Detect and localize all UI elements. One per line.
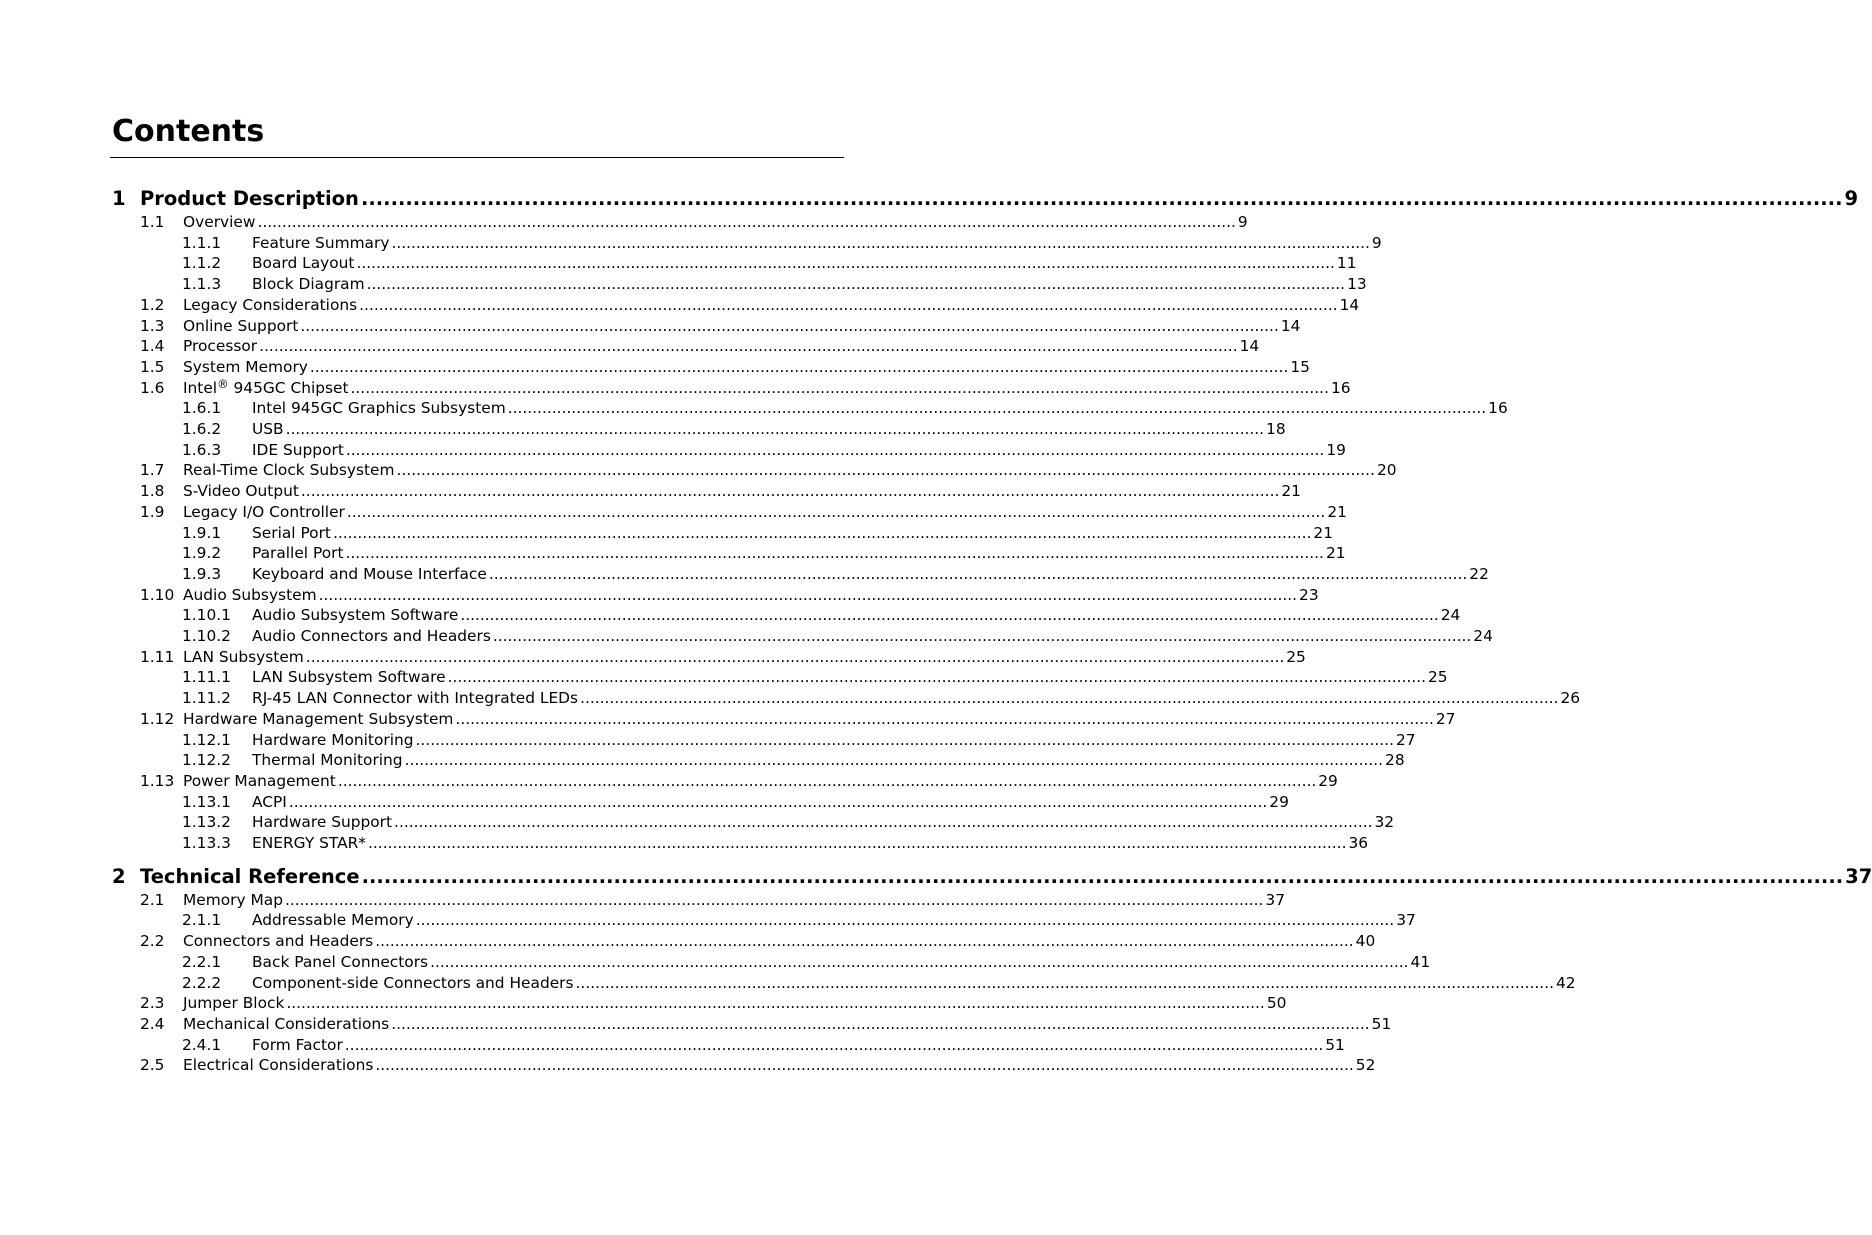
dot-leader: ........................................................................................................................................................................................................ (288, 792, 1268, 811)
subsection-entry[interactable] (182, 274, 1367, 295)
dot-leader: ........................................................................................................................................................................................................ (259, 337, 1238, 356)
entry-number: 1.1.2 (182, 254, 222, 273)
section-entry[interactable] (140, 316, 1301, 337)
entry-label: Component-side Connectors and Headers (252, 973, 574, 992)
section-entry[interactable] (140, 890, 1286, 911)
entry-label: Memory Map (183, 890, 283, 909)
entry-label: ACPI (252, 792, 287, 811)
section-entry[interactable] (140, 357, 1310, 378)
entry-page-number: 21 (1325, 544, 1346, 563)
entry-page-number: 11 (1336, 254, 1357, 273)
subsection-entry[interactable] (182, 626, 1493, 647)
subsection-entry[interactable] (182, 440, 1346, 461)
entry-page-number: 24 (1440, 606, 1461, 625)
section-entry[interactable] (140, 481, 1301, 502)
entry-number: 1.6 (140, 378, 165, 397)
dot-leader: ........................................................................................................................................................................................................ (368, 834, 1347, 852)
entry-label: Mechanical Considerations (183, 1014, 390, 1033)
entry-number: 2.4 (140, 1014, 165, 1033)
entry-number: 2.2.1 (182, 952, 222, 971)
entry-number: 2.4.1 (182, 1035, 222, 1054)
subsection-entry[interactable] (182, 233, 1382, 254)
entry-label: Audio Connectors and Headers (252, 627, 491, 645)
section-entry[interactable] (140, 212, 1248, 233)
entry-label: Intel® 945GC Chipset (183, 376, 349, 397)
entry-page-number: 14 (1280, 316, 1301, 335)
dot-leader: ........................................................................................................................................................................................................ (375, 1056, 1354, 1075)
dot-leader: ........................................................................................................................................................................................................ (344, 1035, 1324, 1054)
subsection-entry[interactable] (182, 1035, 1345, 1056)
entry-page-number: 28 (1385, 751, 1405, 770)
section-entry[interactable] (140, 1014, 1392, 1035)
subsection-entry[interactable] (182, 564, 1489, 585)
entry-number: 1.5 (140, 357, 165, 376)
entry-page-number: 52 (1355, 1056, 1376, 1075)
entry-label: Intel 945GC Graphics Subsystem (252, 399, 506, 418)
entry-page-number: 9 (1371, 233, 1382, 252)
dot-leader: ........................................................................................................................................................................................................ (332, 523, 1312, 542)
entry-label: System Memory (183, 357, 308, 376)
dot-leader: ........................................................................................................................................................................................................ (286, 994, 1265, 1013)
chapter-entry[interactable] (112, 186, 1859, 212)
dot-leader: ........................................................................................................................................................................................................ (460, 606, 1439, 625)
subsection-entry[interactable] (182, 833, 1369, 854)
entry-number: 1.13.1 (182, 792, 231, 811)
entry-number: 2.1.1 (182, 911, 222, 930)
dot-leader: ........................................................................................................................................................................................................ (396, 461, 1375, 480)
entry-label: Legacy Considerations (183, 295, 358, 314)
dot-leader: ........................................................................................................................................................................................................ (507, 399, 1487, 418)
entry-number: 1.1.3 (182, 275, 222, 294)
dot-leader: ........................................................................................................................................................................................................ (375, 932, 1354, 951)
entry-label: LAN Subsystem Software (252, 668, 446, 687)
entry-page-number: 29 (1269, 792, 1289, 811)
entry-number: 1.3 (140, 316, 165, 335)
entry-label: S-Video Output (183, 482, 299, 501)
subsection-entry[interactable] (182, 543, 1346, 564)
dot-leader: ........................................................................................................................................................................................................ (300, 482, 1280, 501)
entry-label: Product Description (140, 187, 359, 210)
subsection-entry[interactable] (182, 910, 1416, 931)
dot-leader: ........................................................................................................................................................................................................ (488, 564, 1468, 583)
dot-leader: ........................................................................................................................................................................................................ (391, 1014, 1370, 1033)
subsection-entry[interactable] (182, 398, 1508, 419)
entry-number: 2 (112, 864, 126, 888)
entry-page-number: 41 (1410, 952, 1431, 971)
entry-number: 1.13.2 (182, 813, 231, 832)
dot-leader: ........................................................................................................................................................................................................ (575, 973, 1554, 992)
entry-label: Feature Summary (252, 233, 390, 252)
dot-leader: ........................................................................................................................................................................................................ (455, 709, 1434, 728)
dot-leader: ........................................................................................................................................................................................................ (345, 544, 1324, 563)
entry-page-number: 23 (1299, 585, 1319, 604)
entry-number: 1.6.3 (182, 440, 222, 459)
entry-label: Electrical Considerations (183, 1056, 374, 1075)
entry-page-number: 36 (1348, 834, 1369, 852)
entry-number: 1.1.1 (182, 233, 222, 252)
entry-page-number: 40 (1355, 932, 1376, 951)
entry-label: Serial Port (252, 523, 331, 542)
entry-number: 1 (112, 187, 126, 210)
entry-label: Real-Time Clock Subsystem (183, 461, 395, 480)
entry-page-number: 25 (1428, 668, 1448, 687)
entry-label: Keyboard and Mouse Interface (252, 564, 487, 583)
page-title: Contents (112, 114, 265, 149)
dot-leader: ........................................................................................................................................................................................................ (309, 357, 1289, 376)
entry-number: 1.4 (140, 337, 165, 356)
dot-leader: ........................................................................................................................................................................................................ (300, 316, 1279, 335)
entry-number: 1.11.1 (182, 668, 231, 687)
dot-leader: ........................................................................................................................................................................................................ (366, 275, 1346, 294)
section-entry[interactable] (140, 295, 1360, 316)
subsection-entry[interactable] (182, 952, 1431, 973)
entry-page-number: 51 (1371, 1014, 1392, 1033)
entry-page-number: 16 (1330, 378, 1351, 397)
entry-page-number: 14 (1239, 337, 1260, 356)
dot-leader: ........................................................................................................................................................................................................ (359, 295, 1338, 314)
entry-number: 1.9.2 (182, 544, 222, 563)
dot-leader: ........................................................................................................................................................................................................ (447, 668, 1426, 687)
entry-number: 1.9.1 (182, 523, 222, 542)
entry-number: 1.12.2 (182, 751, 231, 770)
entry-number: 1.11 (140, 647, 175, 666)
dot-leader: ........................................................................................................................................................................................................ (394, 813, 1373, 832)
dot-leader: ........................................................................................................................................................................................................ (257, 213, 1236, 231)
entry-page-number: 20 (1376, 461, 1397, 480)
dot-leader: ........................................................................................................................................................................................................ (345, 440, 1325, 459)
entry-page-number: 26 (1560, 689, 1581, 708)
entry-number: 1.9 (140, 502, 165, 521)
entry-number: 2.2.2 (182, 973, 222, 992)
entry-page-number: 16 (1488, 399, 1508, 418)
dot-leader: ........................................................................................................................................................................................................ (415, 911, 1395, 930)
entry-page-number: 32 (1374, 813, 1395, 832)
entry-number: 1.10.2 (182, 627, 231, 645)
entry-label: Processor (183, 337, 258, 356)
entry-number: 1.8 (140, 482, 165, 501)
entry-number: 1.2 (140, 295, 165, 314)
entry-page-number: 13 (1347, 275, 1367, 294)
section-entry[interactable] (140, 460, 1397, 481)
subsection-entry[interactable] (182, 253, 1357, 274)
entry-label: Audio Subsystem (183, 585, 317, 604)
entry-page-number: 37 (1265, 890, 1286, 909)
entry-page-number: 29 (1318, 771, 1338, 790)
dot-leader: ........................................................................................................................................................................................................ (337, 771, 1317, 790)
entry-label: Legacy I/O Controller (183, 502, 345, 521)
section-entry[interactable] (140, 376, 1351, 399)
entry-number: 2.3 (140, 994, 165, 1013)
dot-leader: ........................................................................................................................................................................................................ (284, 890, 1264, 909)
subsection-entry[interactable] (182, 730, 1416, 751)
dot-leader: ........................................................................................................................................................................................................ (580, 689, 1559, 708)
section-entry[interactable] (140, 647, 1306, 668)
dot-leader: ........................................................................................................................................................................................................ (360, 187, 1843, 210)
entry-page-number: 19 (1326, 440, 1346, 459)
entry-page-number: 51 (1325, 1035, 1345, 1054)
entry-label: Hardware Management Subsystem (183, 709, 454, 728)
entry-number: 1.10.1 (182, 606, 231, 625)
entry-page-number: 42 (1555, 973, 1576, 992)
entry-number: 2.5 (140, 1056, 165, 1075)
entry-number: 1.10 (140, 585, 175, 604)
entry-page-number: 37 (1845, 864, 1872, 888)
dot-leader: ........................................................................................................................................................................................................ (305, 647, 1285, 666)
section-entry[interactable] (140, 771, 1338, 792)
entry-label: Parallel Port (252, 544, 344, 563)
subsection-entry[interactable] (182, 812, 1395, 833)
entry-label: Hardware Support (252, 813, 393, 832)
section-entry[interactable] (140, 709, 1456, 730)
entry-number: 1.13.3 (182, 834, 231, 852)
entry-label: Block Diagram (252, 275, 365, 294)
entry-number: 1.13 (140, 771, 175, 790)
entry-label: Connectors and Headers (183, 932, 374, 951)
dot-leader: ........................................................................................................................................................................................................ (285, 420, 1265, 438)
entry-page-number: 24 (1473, 627, 1493, 645)
dot-leader: ........................................................................................................................................................................................................ (404, 751, 1384, 770)
entry-label: Online Support (183, 316, 299, 335)
dot-leader: ........................................................................................................................................................................................................ (415, 730, 1394, 749)
section-entry[interactable] (140, 993, 1287, 1014)
entry-page-number: 21 (1281, 482, 1301, 501)
entry-number: 1.7 (140, 461, 165, 480)
registered-mark: ® (217, 376, 229, 391)
entry-label: Addressable Memory (252, 911, 414, 930)
entry-number: 1.6.1 (182, 399, 222, 418)
section-entry[interactable] (140, 585, 1319, 606)
entry-page-number: 37 (1396, 911, 1416, 930)
subsection-entry[interactable] (182, 605, 1461, 626)
dot-leader: ........................................................................................................................................................................................................ (356, 254, 1335, 273)
entry-page-number: 50 (1266, 994, 1287, 1013)
entry-label: Hardware Monitoring (252, 730, 414, 749)
entry-label: Form Factor (252, 1035, 343, 1054)
entry-number: 1.6.2 (182, 420, 222, 438)
entry-label: Back Panel Connectors (252, 952, 429, 971)
entry-label: Technical Reference (140, 864, 360, 888)
entry-label: RJ-45 LAN Connector with Integrated LEDs (252, 689, 579, 708)
subsection-entry[interactable] (182, 688, 1581, 709)
entry-label: Power Management (183, 771, 336, 790)
dot-leader: ........................................................................................................................................................................................................ (350, 378, 1329, 397)
entry-label: USB (252, 420, 284, 438)
entry-label: IDE Support (252, 440, 344, 459)
dot-leader: ........................................................................................................................................................................................................ (430, 952, 1409, 971)
entry-page-number: 18 (1266, 420, 1286, 438)
subsection-entry[interactable] (182, 419, 1286, 440)
section-entry[interactable] (140, 931, 1376, 952)
subsection-entry[interactable] (182, 667, 1448, 688)
dot-leader: ........................................................................................................................................................................................................ (492, 627, 1472, 645)
subsection-entry[interactable] (182, 750, 1405, 771)
entry-number: 1.11.2 (182, 689, 231, 708)
dot-leader: ........................................................................................................................................................................................................ (346, 502, 1326, 521)
dot-leader: ........................................................................................................................................................................................................ (361, 864, 1844, 888)
entry-label: LAN Subsystem (183, 647, 304, 666)
entry-label: Audio Subsystem Software (252, 606, 459, 625)
entry-page-number: 21 (1327, 502, 1347, 521)
entry-number: 2.1 (140, 890, 165, 909)
subsection-entry[interactable] (182, 523, 1333, 544)
subsection-entry[interactable] (182, 792, 1289, 813)
section-entry[interactable] (140, 1055, 1376, 1076)
chapter-entry[interactable] (112, 864, 1872, 890)
subsection-entry[interactable] (182, 973, 1576, 994)
entry-number: 1.9.3 (182, 564, 222, 583)
entry-page-number: 27 (1395, 730, 1416, 749)
entry-page-number: 9 (1844, 187, 1859, 210)
entry-page-number: 15 (1290, 357, 1310, 376)
entry-page-number: 25 (1286, 647, 1306, 666)
entry-label: Thermal Monitoring (252, 751, 403, 770)
entry-page-number: 14 (1339, 295, 1360, 314)
dot-leader: ........................................................................................................................................................................................................ (318, 585, 1298, 604)
dot-leader: ........................................................................................................................................................................................................ (391, 233, 1370, 252)
entry-page-number: 9 (1237, 213, 1248, 231)
entry-number: 2.2 (140, 932, 165, 951)
entry-page-number: 27 (1435, 709, 1456, 728)
entry-label: Board Layout (252, 254, 355, 273)
entry-label: Jumper Block (183, 994, 285, 1013)
section-entry[interactable] (140, 502, 1347, 523)
entry-page-number: 21 (1313, 523, 1333, 542)
entry-page-number: 22 (1469, 564, 1489, 583)
section-entry[interactable] (140, 336, 1260, 357)
entry-number: 1.12.1 (182, 730, 231, 749)
entry-label: Overview (183, 213, 256, 231)
entry-number: 1.1 (140, 213, 165, 231)
entry-label: ENERGY STAR* (252, 834, 367, 852)
entry-number: 1.12 (140, 709, 175, 728)
